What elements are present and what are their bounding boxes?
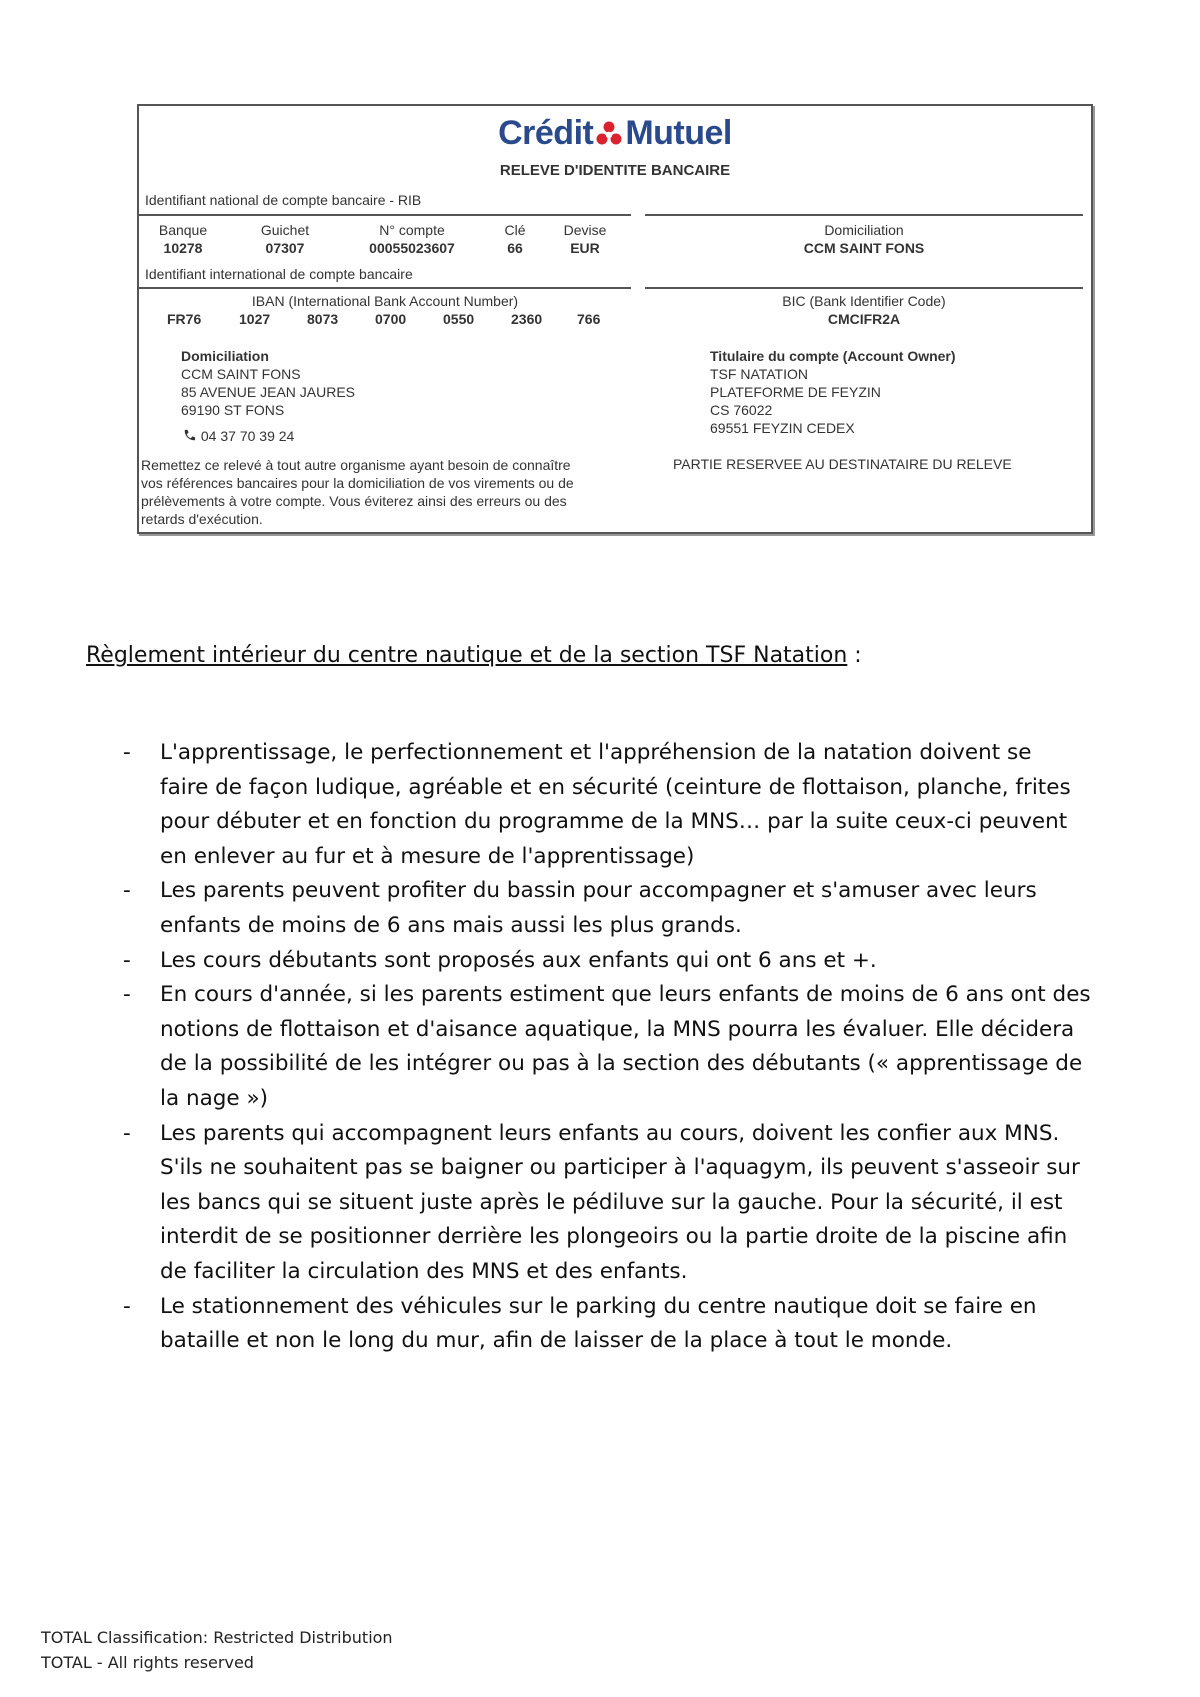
rule-line: Les parents qui accompagnent leurs enfants au cours, doivent les confier aux MNS. [160,1120,1060,1146]
address-line: 69190 ST FONS [181,402,285,418]
notice-line: retards d'exécution. [141,511,263,527]
compte-value: 00055023607 [369,240,455,256]
rule-line: interdit de se positionner derrière les plongeoirs ou la partie droite de la piscine afin [160,1224,1068,1250]
phone-number: 04 37 70 39 24 [200,428,295,444]
list-item [120,1117,1150,1290]
list-item [120,874,1150,943]
iban-part: FR76 [167,311,202,327]
rule-line: S'ils ne souhaitent pas se baigner ou participer à l'aquagym, ils peuvent s'asseoir sur [160,1155,1080,1181]
rule-line: les bancs qui se situent juste après le pédiluve sur la gauche. Pour la sécurité, il est [160,1189,1063,1215]
divider-domiciliation [645,214,1083,216]
owner-line: TSF NATATION [710,366,808,382]
devise-label: Devise [563,222,607,238]
page-heading [86,643,862,668]
divider-bic [645,287,1083,289]
heading-suffix: : [847,643,862,668]
divider-national [139,214,631,216]
divider-iban [139,287,631,289]
rules-list [120,736,1150,1359]
rule-line: Le stationnement des véhicules sur le parking du centre nautique doit se faire en [160,1293,1037,1319]
owner-line: 69551 FEYZIN CEDEX [710,420,855,436]
guichet-label: Guichet [260,222,310,238]
iban-part: 2360 [511,311,543,327]
logo-text-credit: Crédit [498,114,594,152]
footer-classification: TOTAL Classification: Restricted Distribution [41,1628,393,1647]
iban-part: 766 [577,311,601,327]
address-title: Domiciliation [181,348,269,364]
rib-title: RELEVE D'IDENTITE BANCAIRE [499,162,731,179]
reserved-label: PARTIE RESERVEE AU DESTINATAIRE DU RELEVE [673,456,1012,472]
list-item [120,944,1150,979]
address-line: CCM SAINT FONS [181,366,301,382]
owner-line: CS 76022 [710,402,773,418]
rule-line: Les parents peuvent profiter du bassin pour accompagner et s'amuser avec leurs [160,878,1037,904]
banque-value: 10278 [163,240,203,256]
domiciliation-value: CCM SAINT FONS [803,240,925,256]
devise-value: EUR [570,240,600,256]
notice-line: vos références bancaires pour la domiciliation de vos virements ou de [141,475,574,491]
iban-part: 0700 [375,311,407,327]
national-id-label: Identifiant national de compte bancaire - RIB [145,192,422,208]
notice-line: prélèvements à votre compte. Vous éviterez ainsi des erreurs ou des [141,493,567,509]
bullet-dash: - [123,982,131,1008]
logo-mark-icon [595,118,623,146]
rule-line: enfants de moins de 6 ans mais aussi les plus grands. [160,912,742,938]
bullet-dash: - [123,947,131,973]
rule-line: Les cours débutants sont proposés aux enfants qui ont 6 ans et +. [160,947,877,973]
footer-rights: TOTAL - All rights reserved [41,1653,254,1672]
cle-value: 66 [507,240,523,256]
rule-line: L'apprentissage, le perfectionnement et l'appréhension de la natation doivent se [160,740,1032,765]
rule-line: notions de flottaison et d'aisance aquatique, la MNS pourra les évaluer. Elle décidera [160,1016,1075,1042]
bullet-dash: - [123,1293,131,1319]
iban-part: 8073 [307,311,339,327]
iban-label: IBAN (International Bank Account Number) [251,293,519,309]
list-item [120,736,1150,874]
rule-line: pour débuter et en fonction du programme de la MNS… par la suite ceux-ci peuvent [160,809,1068,835]
rib-card [137,104,1093,534]
bullet-dash: - [123,878,131,904]
rule-line: faire de façon ludique, agréable et en sécurité (ceinture de flottaison, planche, frites [160,774,1071,800]
bank-logo [139,114,1091,153]
rule-line: bataille et non le long du mur, afin de laisser de la place à tout le monde. [160,1328,953,1354]
banque-label: Banque [158,222,208,238]
footer [41,1625,393,1675]
rule-line: de la possibilité de les intégrer ou pas à la section des débutants (« apprentissage de [160,1051,1083,1077]
heading-text: Règlement intérieur du centre nautique et de la section TSF Natation [86,643,848,668]
rule-line: de faciliter la circulation des MNS et des enfants. [160,1258,688,1284]
cle-label: Clé [504,222,526,238]
phone-icon [183,429,197,445]
bic-label: BIC (Bank Identifier Code) [782,293,946,309]
bic-value: CMCIFR2A [827,311,901,327]
owner-title: Titulaire du compte (Account Owner) [710,348,956,364]
rule-line: En cours d'année, si les parents estiment que leurs enfants de moins de 6 ans ont des [160,982,1091,1008]
iban-part: 1027 [239,311,271,327]
domiciliation-label: Domiciliation [824,222,904,238]
rib-notice [141,456,574,528]
address-line: 85 AVENUE JEAN JAURES [181,384,356,400]
owner-line: PLATEFORME DE FEYZIN [710,384,881,400]
notice-line: Remettez ce relevé à tout autre organisme ayant besoin de connaître [141,457,571,473]
international-id-label: Identifiant international de compte bancaire [145,266,413,282]
rule-line: en enlever au fur et à mesure de l'apprentissage) [160,843,695,869]
rule-line: la nage ») [160,1085,269,1111]
guichet-value: 07307 [265,240,305,256]
bullet-dash: - [123,1120,131,1146]
compte-label: N° compte [379,222,445,238]
logo-text-mutuel: Mutuel [625,114,732,152]
phone-row [183,428,294,445]
iban-part: 0550 [443,311,475,327]
list-item [120,1290,1150,1359]
list-item [120,978,1150,1116]
bullet-dash: - [123,740,131,765]
